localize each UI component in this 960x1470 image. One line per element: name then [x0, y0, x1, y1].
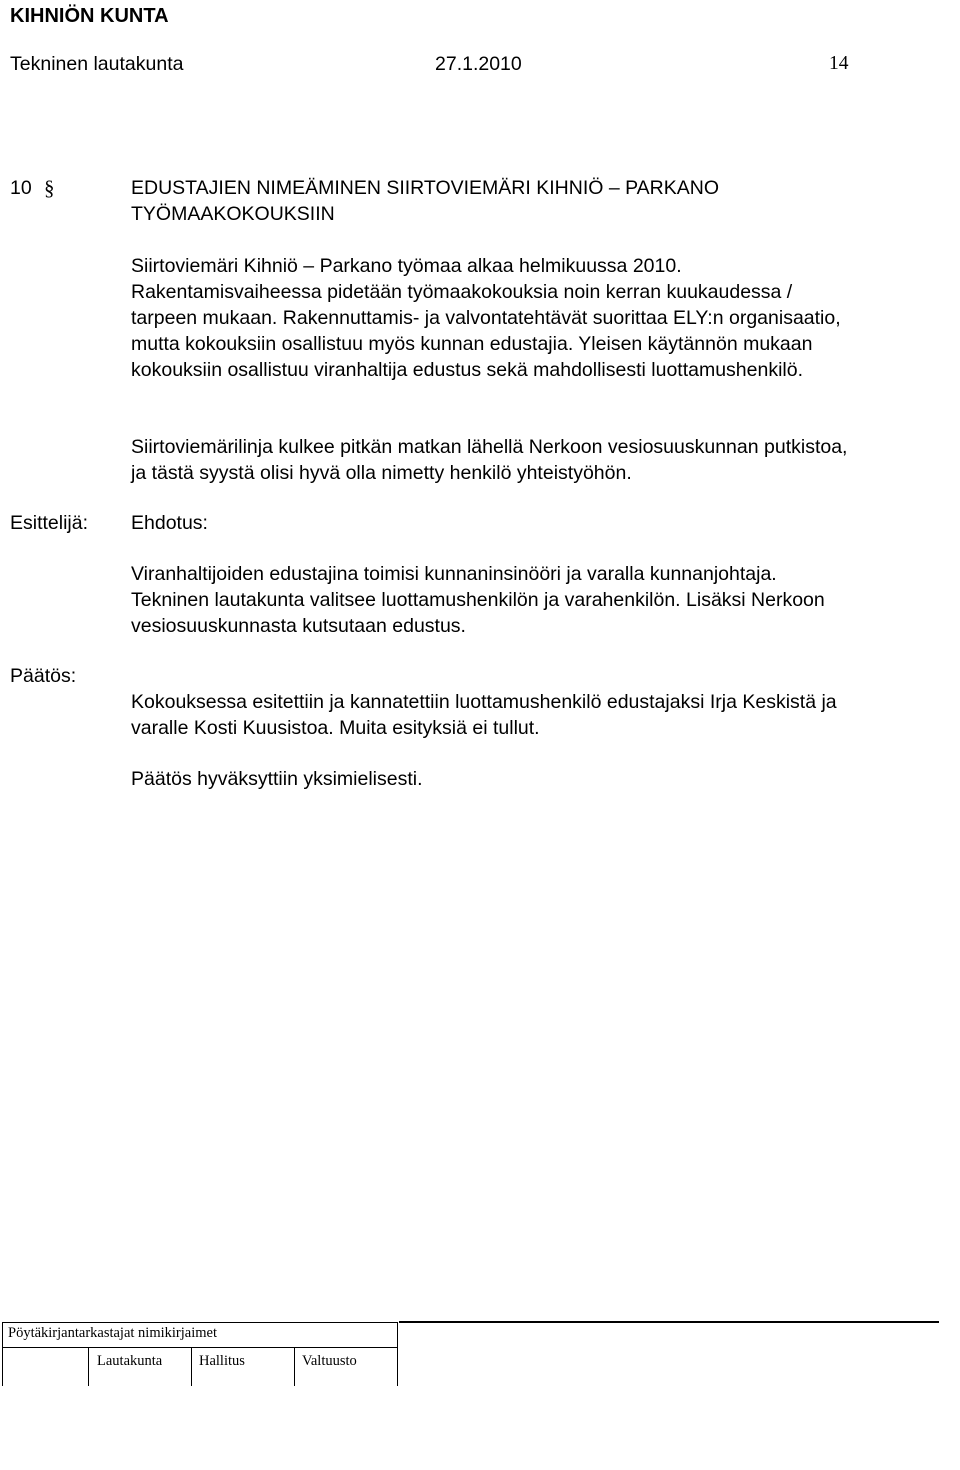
- meeting-date: 27.1.2010: [435, 53, 522, 75]
- initials-column-divider: [191, 1347, 192, 1386]
- decision-line: varalle Kosti Kuusistoa. Muita esityksiä ei tullut.: [131, 717, 540, 739]
- pipeline-line: ja tästä syystä olisi hyvä olla nimetty henkilö yhteistyöhön.: [131, 462, 632, 484]
- initials-column-board: Lautakunta: [97, 1353, 163, 1369]
- intro-line: mutta kokouksiin osallistuu myös kunnan edustajia. Yleisen käytännön mukaan: [131, 333, 813, 355]
- section-number: 10: [10, 177, 32, 199]
- initials-column-divider: [294, 1347, 295, 1386]
- proposal-line: Tekninen lautakunta valitsee luottamushenkilön ja varahenkilön. Lisäksi Nerkoon: [131, 589, 825, 611]
- decision-label: Päätös:: [10, 665, 77, 687]
- intro-line: Rakentamisvaiheessa pidetään työmaakokouksia noin kerran kuukaudessa /: [131, 281, 793, 303]
- initials-column-divider: [88, 1347, 89, 1386]
- intro-line: kokouksiin osallistuu viranhaltija edustus sekä mahdollisesti luottamushenkilö.: [131, 359, 804, 381]
- proposal-line: vesiosuuskunnasta kutsutaan edustus.: [131, 615, 466, 637]
- page-number: 14: [829, 53, 849, 74]
- presenter-label: Esittelijä:: [10, 512, 89, 534]
- decision-paragraph: [131, 689, 951, 741]
- committee-name: Tekninen lautakunta: [10, 53, 184, 75]
- initials-column-government: Hallitus: [199, 1353, 245, 1369]
- section-title-line-2: TYÖMAAKOKOUKSIIN: [131, 203, 335, 225]
- final-decision-line: Päätös hyväksyttiin yksimielisesti.: [131, 768, 423, 790]
- pipeline-paragraph: [131, 434, 951, 486]
- proposal-label: Ehdotus:: [131, 512, 208, 534]
- initials-label: Pöytäkirjantarkastajat nimikirjaimet: [8, 1325, 217, 1341]
- intro-line: Siirtoviemäri Kihniö – Parkano työmaa alkaa helmikuussa 2010.: [131, 255, 682, 277]
- footer-rule: [399, 1321, 939, 1323]
- organization-name: KIHNIÖN KUNTA: [10, 5, 169, 27]
- intro-paragraph: [131, 253, 951, 383]
- section-symbol: §: [44, 176, 55, 200]
- pipeline-line: Siirtoviemärilinja kulkee pitkän matkan lähellä Nerkoon vesiosuuskunnan putkistoa,: [131, 436, 848, 458]
- section-title-line-1: EDUSTAJIEN NIMEÄMINEN SIIRTOVIEMÄRI KIHNIÖ – PARKANO: [131, 177, 719, 199]
- decision-line: Kokouksessa esitettiin ja kannatettiin luottamushenkilö edustajaksi Irja Keskistä ja: [131, 691, 837, 713]
- initials-column-council: Valtuusto: [302, 1353, 357, 1369]
- proposal-line: Viranhaltijoiden edustajina toimisi kunnaninsinööri ja varalla kunnanjohtaja.: [131, 563, 777, 585]
- intro-line: tarpeen mukaan. Rakennuttamis- ja valvontatehtävät suorittaa ELY:n organisaatio,: [131, 307, 841, 329]
- proposal-paragraph: [131, 561, 951, 639]
- initials-divider: [2, 1347, 398, 1348]
